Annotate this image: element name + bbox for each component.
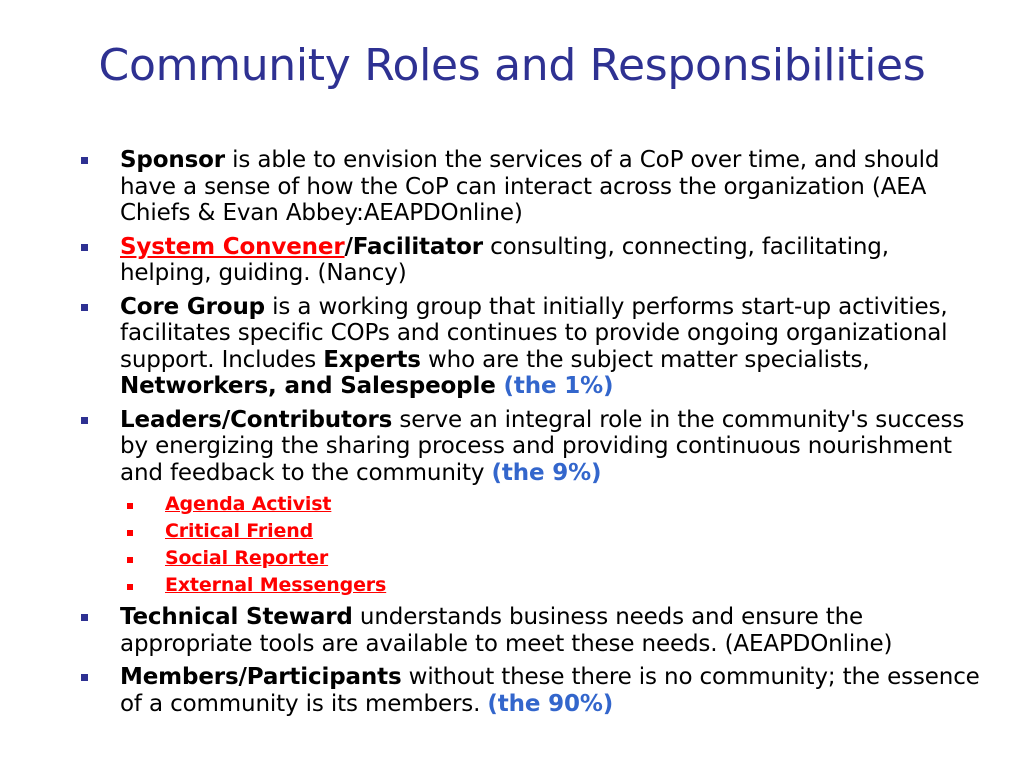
square-bullet-icon <box>81 674 88 681</box>
external-messengers-link[interactable]: External Messengers <box>165 574 387 596</box>
term-networkers: Networkers, and Salespeople <box>120 373 496 399</box>
desc-leaders: serve an integral role in the community's success by energizing the sharing process and providing continuous nourishment and feedback to the community <box>120 406 965 486</box>
square-bullet-icon <box>81 244 88 251</box>
list-item-technical-steward <box>120 604 980 657</box>
roles-list <box>120 147 980 724</box>
critical-friend-link[interactable]: Critical Friend <box>165 520 314 542</box>
term-core-group: Core Group <box>120 293 265 320</box>
system-convener-link[interactable]: System Convener <box>120 233 345 260</box>
list-item-system-convener <box>120 234 980 287</box>
agenda-activist-link[interactable]: Agenda Activist <box>165 493 332 515</box>
percentage-1: (the 1%) <box>495 373 614 399</box>
square-bullet-icon <box>81 417 88 424</box>
desc-system-convener: consulting, connecting, facilitating, helping, guiding. (Nancy) <box>120 233 889 286</box>
term-sponsor: Sponsor <box>120 147 225 173</box>
sub-item-external-messengers <box>120 572 980 599</box>
slide-title: Community Roles and Responsibilities <box>98 40 926 91</box>
desc-experts: who are the subject matter specialists, <box>420 346 870 373</box>
desc-sponsor: is able to envision the services of a CoP over time, and should have a sense of how the CoP can interact across the organization (AEA Chiefs & Evan Abbey:AEAPDOnline) <box>120 147 940 226</box>
list-item-leaders <box>120 407 980 600</box>
percentage-90: (the 90%) <box>487 690 614 717</box>
square-bullet-icon <box>81 614 88 621</box>
term-facilitator: /Facilitator <box>344 233 483 260</box>
red-square-bullet-icon <box>127 584 133 590</box>
square-bullet-icon <box>81 157 88 164</box>
percentage-9: (the 9%) <box>491 459 602 486</box>
term-technical-steward: Technical Steward <box>120 604 353 630</box>
leader-types-list <box>120 491 980 599</box>
list-item-sponsor <box>120 147 980 227</box>
red-square-bullet-icon <box>127 530 133 536</box>
square-bullet-icon <box>81 304 88 311</box>
desc-core-group: is a working group that initially performs start-up activities, facilitates specific COPs and continues to provide ongoing organizational support. Includes <box>120 293 948 373</box>
desc-members: without these there is no community; the essence of a community is its members. <box>120 664 980 717</box>
term-leaders: Leaders/Contributors <box>120 406 393 433</box>
sub-item-social-reporter <box>120 545 980 572</box>
term-experts: Experts <box>323 346 421 373</box>
sub-item-critical-friend <box>120 518 980 545</box>
list-item-members <box>120 664 980 717</box>
desc-technical-steward: understands business needs and ensure the appropriate tools are available to meet these needs. (AEAPDOnline) <box>120 604 893 657</box>
red-square-bullet-icon <box>127 557 133 563</box>
term-members: Members/Participants <box>120 664 402 690</box>
social-reporter-link[interactable]: Social Reporter <box>165 547 329 569</box>
red-square-bullet-icon <box>127 503 133 509</box>
list-item-core-group <box>120 294 980 400</box>
sub-item-agenda-activist <box>120 491 980 518</box>
